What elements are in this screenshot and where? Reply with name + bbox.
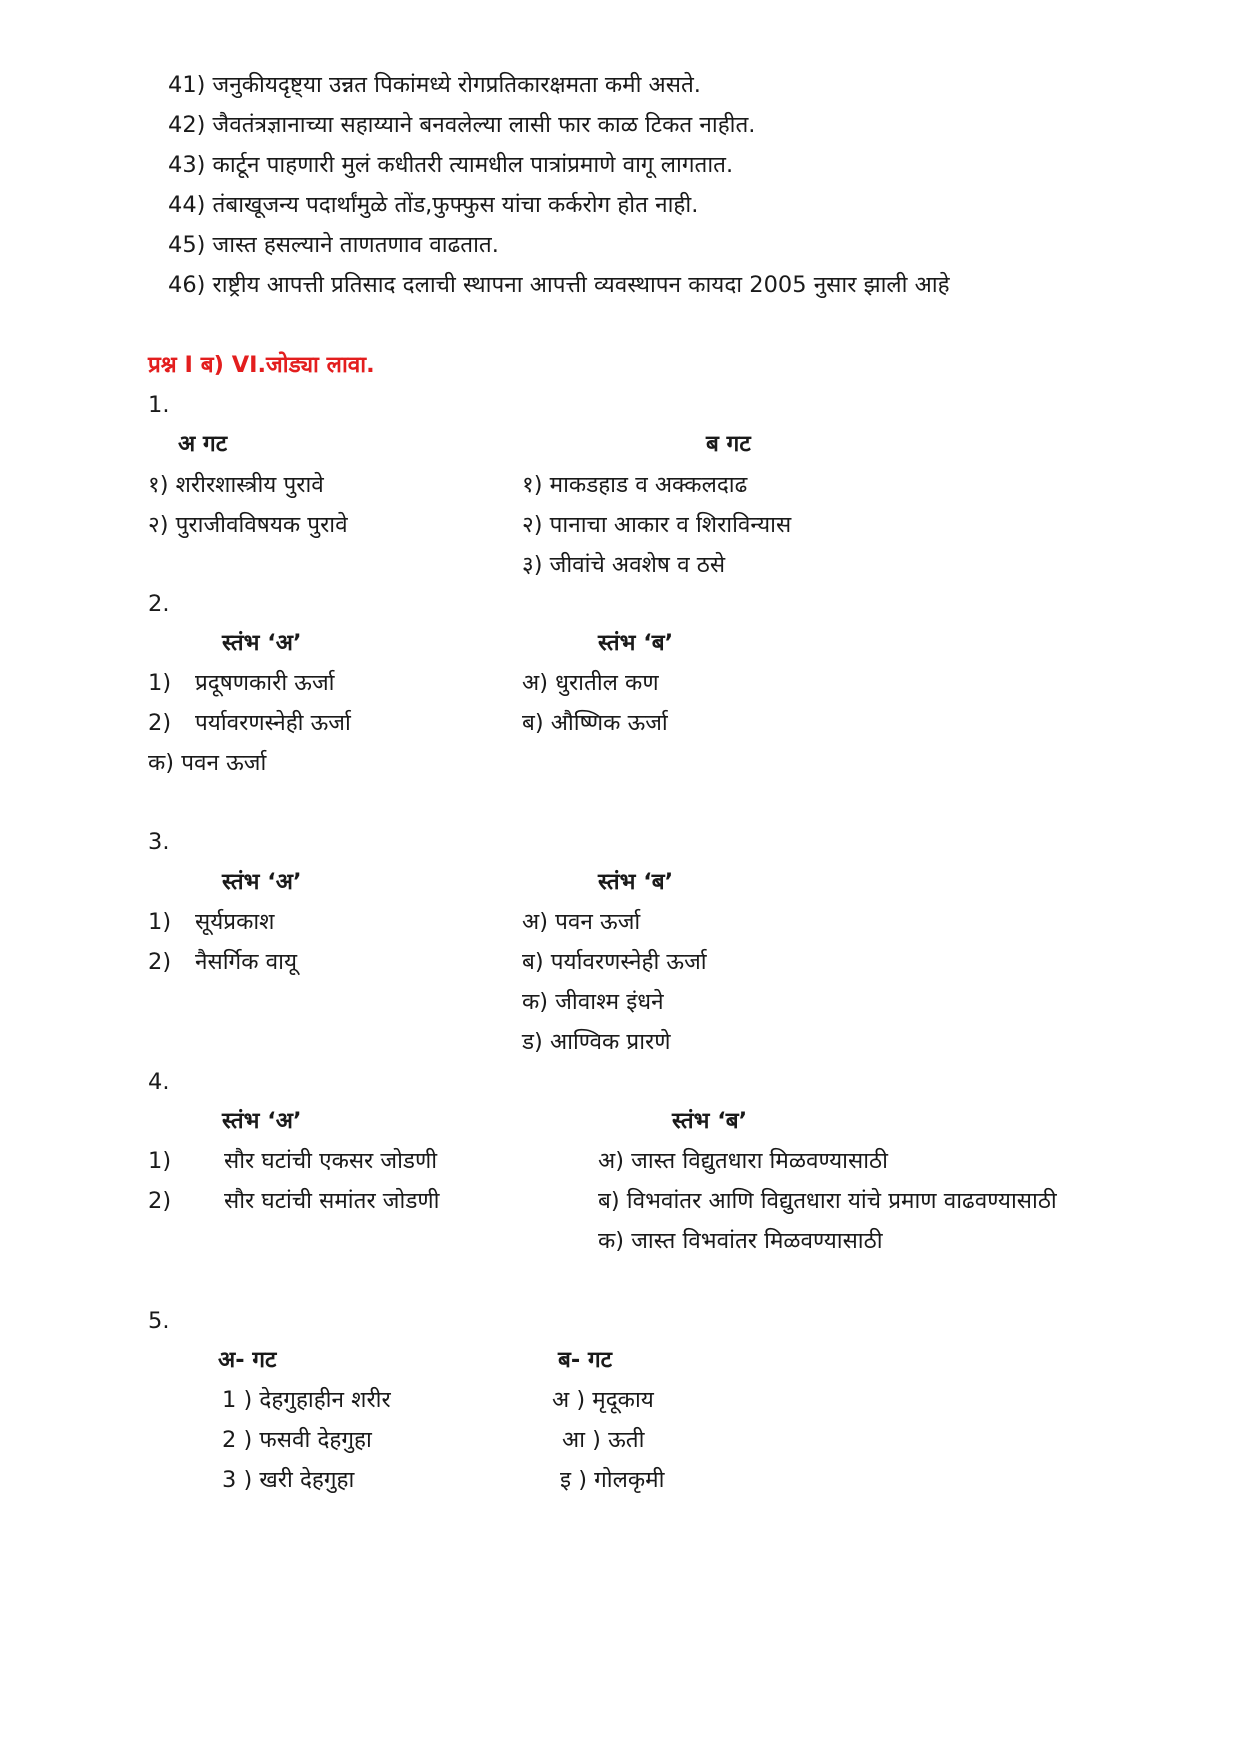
q3-a-num: 2) (148, 949, 172, 975)
q3-a-item: सूर्यप्रकाश (195, 909, 275, 935)
q3-a-item: नैसर्गिक वायू (195, 949, 298, 975)
q1-a-item: २) पुराजीवविषयक पुरावे (148, 512, 348, 538)
q1-number: 1. (148, 392, 170, 418)
q4-b-item: अ) जास्त विद्युतधारा मिळवण्यासाठी (598, 1148, 888, 1174)
statement-45: 45) जास्त हसल्याने ताणतणाव वाढतात. (168, 232, 499, 258)
q2-b-item: अ) धुरातील कण (522, 670, 659, 696)
statement-46: 46) राष्ट्रीय आपत्ती प्रतिसाद दलाची स्थापना आपत्ती व्यवस्थापन कायदा 2005 नुसार झाली आहे (168, 272, 950, 298)
q5-head-a: अ- गट (218, 1347, 277, 1373)
q4-a-num: 2) (148, 1188, 172, 1214)
q2-head-b: स्तंभ ‘ब’ (598, 630, 674, 656)
q1-b-item: २) पानाचा आकार व शिराविन्यास (522, 512, 792, 538)
q1-head-b: ब गट (706, 431, 751, 457)
q4-b-item: ब) विभवांतर आणि विद्युतधारा यांचे प्रमाण वाढवण्यासाठी (598, 1188, 1057, 1214)
q3-b-item: ब) पर्यावरणस्नेही ऊर्जा (522, 949, 707, 975)
q5-head-b: ब- गट (558, 1347, 613, 1373)
q5-b-item: इ ) गोलकृमी (560, 1467, 665, 1493)
q3-head-b: स्तंभ ‘ब’ (598, 869, 674, 895)
q2-a-num: 1) (148, 670, 172, 696)
q2-b-item: ब) औष्णिक ऊर्जा (522, 710, 668, 736)
q3-head-a: स्तंभ ‘अ’ (222, 869, 302, 895)
statement-43: 43) कार्टून पाहणारी मुलं कधीतरी त्यामधील पात्रांप्रमाणे वागू लागतात. (168, 152, 734, 178)
q5-a-item: 2 ) फसवी देहगुहा (222, 1427, 372, 1453)
q1-b-item: १) माकडहाड व अक्कलदाढ (522, 472, 748, 498)
q2-head-a: स्तंभ ‘अ’ (222, 630, 302, 656)
q4-a-num: 1) (148, 1148, 172, 1174)
q4-head-b: स्तंभ ‘ब’ (672, 1108, 748, 1134)
q2-a-item: पर्यावरणस्नेही ऊर्जा (195, 710, 351, 736)
q1-a-item: १) शरीरशास्त्रीय पुरावे (148, 472, 324, 498)
q4-a-item: सौर घटांची समांतर जोडणी (224, 1188, 440, 1214)
q2-a-num: 2) (148, 710, 172, 736)
q3-a-num: 1) (148, 909, 172, 935)
q3-b-item: ड) आण्विक प्रारणे (522, 1029, 671, 1055)
q2-number: 2. (148, 591, 170, 617)
statement-44: 44) तंबाखूजन्य पदार्थांमुळे तोंड,फुफ्फुस यांचा कर्करोग होत नाही. (168, 192, 699, 218)
q4-b-item: क) जास्त विभवांतर मिळवण्यासाठी (598, 1228, 883, 1254)
q3-number: 3. (148, 829, 170, 855)
q4-head-a: स्तंभ ‘अ’ (222, 1108, 302, 1134)
q2-extra-item: क) पवन ऊर्जा (148, 750, 267, 776)
q2-a-item: प्रदूषणकारी ऊर्जा (195, 670, 335, 696)
q3-b-item: क) जीवाश्म इंधने (522, 989, 664, 1015)
q5-b-item: आ ) ऊती (562, 1427, 645, 1453)
q4-a-item: सौर घटांची एकसर जोडणी (224, 1148, 438, 1174)
q5-number: 5. (148, 1308, 170, 1334)
q4-number: 4. (148, 1069, 170, 1095)
q1-b-item: ३) जीवांचे अवशेष व ठसे (522, 552, 726, 578)
q5-a-item: 1 ) देहगुहाहीन शरीर (222, 1387, 391, 1413)
q1-head-a: अ गट (178, 431, 228, 457)
q5-a-item: 3 ) खरी देहगुहा (222, 1467, 355, 1493)
section-title: प्रश्न I ब) VI.जोड्या लावा. (148, 352, 375, 378)
statement-42: 42) जैवतंत्रज्ञानाच्या सहाय्याने बनवलेल्या लासी फार काळ टिकत नाहीत. (168, 112, 756, 138)
statement-41: 41) जनुकीयदृष्ट्या उन्नत पिकांमध्ये रोगप्रतिकारक्षमता कमी असते. (168, 72, 701, 98)
q5-b-item: अ ) मृदूकाय (552, 1387, 654, 1413)
q3-b-item: अ) पवन ऊर्जा (522, 909, 641, 935)
